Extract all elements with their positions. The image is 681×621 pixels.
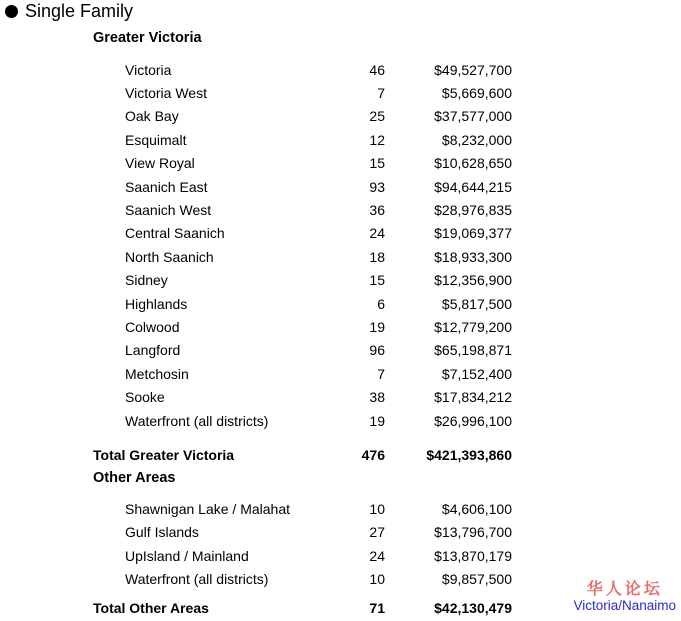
section-header-other-areas: Other Areas xyxy=(93,469,176,486)
table-row xyxy=(0,385,681,408)
district-name: Colwood xyxy=(125,318,180,335)
total-value: $49,527,700 xyxy=(434,61,512,78)
district-name: Victoria xyxy=(125,61,172,78)
sales-count: 15 xyxy=(369,272,385,289)
sales-count: 15 xyxy=(369,155,385,172)
watermark-site-name: Victoria/Nanaimo xyxy=(573,597,676,613)
total-row-greater-victoria xyxy=(0,443,681,466)
table-row xyxy=(0,128,681,151)
total-row-other-areas xyxy=(0,597,681,620)
table-row xyxy=(0,152,681,175)
total-value: $8,232,000 xyxy=(441,131,512,148)
table-row xyxy=(0,245,681,268)
district-name: Victoria West xyxy=(125,85,207,102)
sales-count: 7 xyxy=(377,85,385,102)
table-row xyxy=(0,567,681,590)
total-value: $28,976,835 xyxy=(434,202,512,219)
sales-count: 19 xyxy=(369,318,385,335)
total-value: $37,577,000 xyxy=(434,108,512,125)
sales-count: 12 xyxy=(369,131,385,148)
sales-count: 7 xyxy=(377,365,385,382)
table-row xyxy=(0,497,681,520)
total-sales-count: 476 xyxy=(361,446,385,463)
total-value: $18,933,300 xyxy=(434,248,512,265)
table-row xyxy=(0,409,681,432)
total-value: $5,817,500 xyxy=(441,295,512,312)
district-name: Esquimalt xyxy=(125,131,187,148)
total-label: Total Greater Victoria xyxy=(93,446,235,463)
total-value: $4,606,100 xyxy=(441,500,512,517)
total-value: $13,796,700 xyxy=(434,524,512,541)
district-name: North Saanich xyxy=(125,248,214,265)
report-title-row xyxy=(0,0,681,21)
district-name: Waterfront (all districts) xyxy=(125,412,269,429)
table-row xyxy=(0,292,681,315)
district-name: Sooke xyxy=(125,389,165,406)
district-name: Oak Bay xyxy=(125,108,179,125)
district-name: Gulf Islands xyxy=(125,524,199,541)
district-name: Highlands xyxy=(125,295,188,312)
district-name: Saanich East xyxy=(125,178,208,195)
sales-count: 6 xyxy=(377,295,385,312)
watermark-chinese-text: 华人论坛 xyxy=(586,581,663,599)
table-row xyxy=(0,339,681,362)
table-row xyxy=(0,520,681,543)
total-value: $7,152,400 xyxy=(441,365,512,382)
table-row xyxy=(0,544,681,567)
table-row xyxy=(0,175,681,198)
page-title: Single Family xyxy=(25,1,134,21)
district-name: Sidney xyxy=(125,272,168,289)
district-name: View Royal xyxy=(125,155,195,172)
table-row xyxy=(0,198,681,221)
table-row xyxy=(0,222,681,245)
table-row xyxy=(0,315,681,338)
total-value: $17,834,212 xyxy=(434,389,512,406)
sales-count: 24 xyxy=(369,547,385,564)
district-name: Langford xyxy=(125,342,181,359)
sales-count: 19 xyxy=(369,412,385,429)
sales-count: 10 xyxy=(369,500,385,517)
total-value: $65,198,871 xyxy=(434,342,512,359)
table-row xyxy=(0,362,681,385)
total-dollar-value: $42,130,479 xyxy=(434,600,512,617)
total-value: $5,669,600 xyxy=(441,85,512,102)
table-row xyxy=(0,269,681,292)
sales-count: 93 xyxy=(369,178,385,195)
sales-count: 25 xyxy=(369,108,385,125)
section-header-greater-victoria: Greater Victoria xyxy=(93,30,202,46)
total-sales-count: 71 xyxy=(369,600,385,617)
total-label: Total Other Areas xyxy=(93,600,209,617)
district-name: Waterfront (all districts) xyxy=(125,570,269,587)
sales-count: 10 xyxy=(369,570,385,587)
district-name: UpIsland / Mainland xyxy=(125,547,249,564)
table-row xyxy=(0,105,681,128)
sales-count: 36 xyxy=(369,202,385,219)
total-value: $13,870,179 xyxy=(434,547,512,564)
sales-count: 46 xyxy=(369,61,385,78)
total-value: $10,628,650 xyxy=(434,155,512,172)
district-name: Shawnigan Lake / Malahat xyxy=(125,500,290,517)
total-dollar-value: $421,393,860 xyxy=(426,446,512,463)
bullet-icon xyxy=(5,5,18,18)
sales-count: 24 xyxy=(369,225,385,242)
table-row xyxy=(0,58,681,81)
district-name: Saanich West xyxy=(125,202,212,219)
total-value: $12,779,200 xyxy=(434,318,512,335)
total-value: $9,857,500 xyxy=(441,570,512,587)
total-value: $26,996,100 xyxy=(434,412,512,429)
sales-count: 18 xyxy=(369,248,385,265)
sales-count: 96 xyxy=(369,342,385,359)
total-value: $12,356,900 xyxy=(434,272,512,289)
sales-count: 27 xyxy=(369,524,385,541)
table-row xyxy=(0,81,681,104)
total-value: $94,644,215 xyxy=(434,178,512,195)
sales-count: 38 xyxy=(369,389,385,406)
district-name: Central Saanich xyxy=(125,225,225,242)
district-name: Metchosin xyxy=(125,365,189,382)
total-value: $19,069,377 xyxy=(434,225,512,242)
